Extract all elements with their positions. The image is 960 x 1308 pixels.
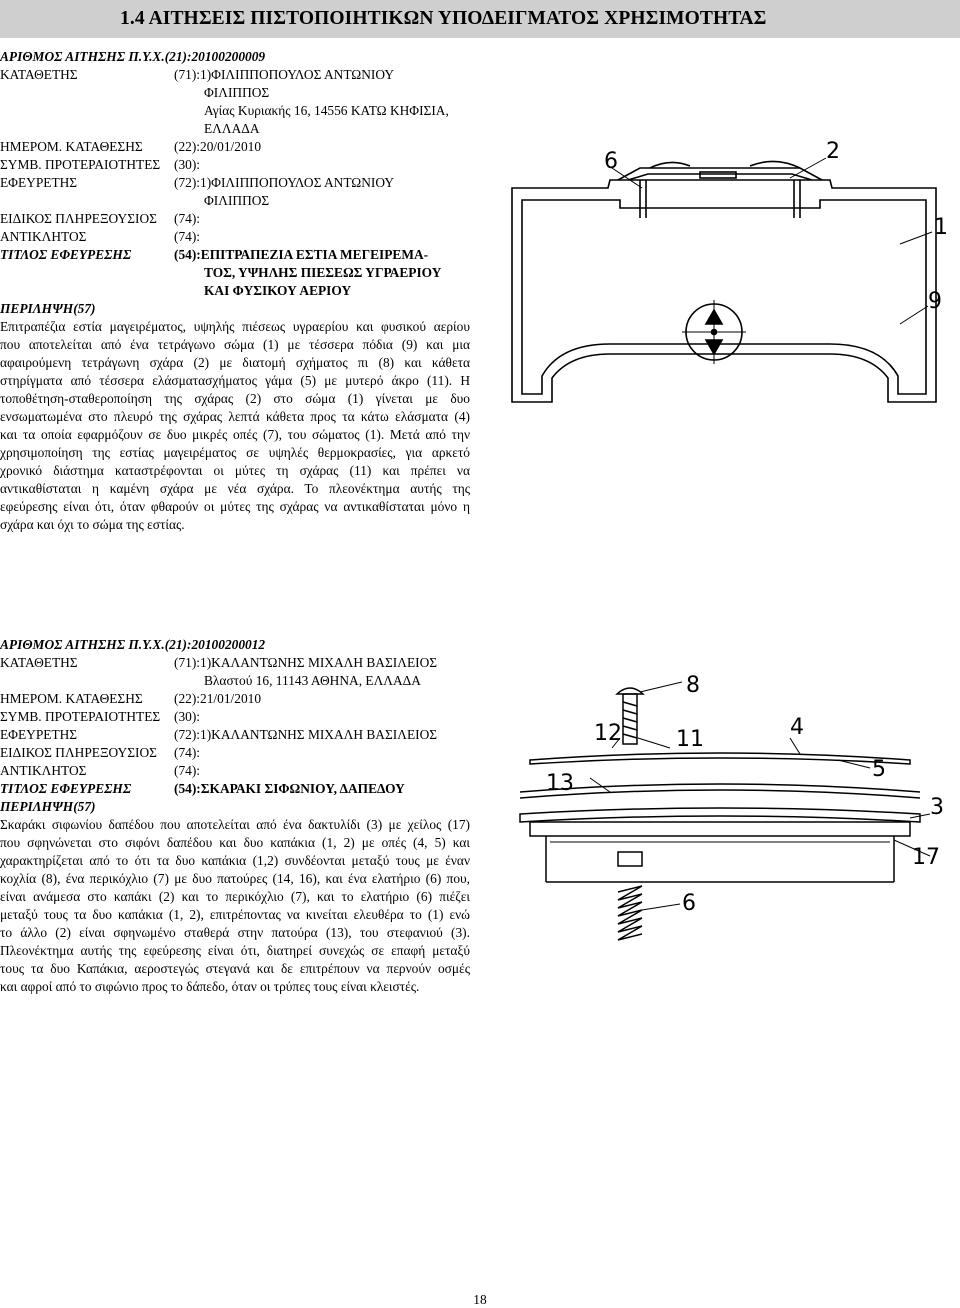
- section-title: 1.4 ΑΙΤΗΣΕΙΣ ΠΙΣΤΟΠΟΙΗΤΙΚΩΝ ΥΠΟΔΕΙΓΜΑΤΟΣ ΧΡΗΣΙΜΟΤΗΤΑΣ: [120, 8, 767, 29]
- applicant-value-2: ΦΙΛΙΠΠΟΣ: [204, 85, 270, 100]
- abstract-line: κοχλία (8), ένα περικόχλιο (7) με δυο πατούρες (14, 16), και ένα ελατήριο (6) που,: [0, 871, 470, 886]
- priority-value: (30):: [174, 709, 201, 724]
- figure-label: 12: [594, 721, 622, 746]
- figure-label: 13: [546, 771, 574, 796]
- priority-label: ΣΥΜΒ. ΠΡΟΤΕΡΑΙΟΤΗΤΕΣ: [0, 157, 161, 172]
- abstract-line: Σκαράκι σιφωνίου δαπέδου που αποτελείται από ένα δακτυλίδι (3) με χείλος (17): [0, 817, 470, 832]
- applicant-label: ΚΑΤΑΘΕΤΗΣ: [0, 655, 78, 670]
- abstract-line: εφεύρεσης είναι ότι, όταν φθαρούν οι μύτες της σχάρας να αντικαθίσταται μόνο η: [0, 499, 470, 514]
- filing-date-label: ΗΜΕΡΟΜ. ΚΑΤΑΘΕΣΗΣ: [0, 691, 143, 706]
- filing-date-value: (22):20/01/2010: [174, 139, 262, 154]
- representative-label: ΑΝΤΙΚΛΗΤΟΣ: [0, 229, 87, 244]
- figure-label: 4: [790, 715, 804, 740]
- filing-date-label: ΗΜΕΡΟΜ. ΚΑΤΑΘΕΣΗΣ: [0, 139, 143, 154]
- abstract-line: που αποτελείται από ένα τετράγωνο σώμα (1) με τέσσερα πόδια (9) και μια: [0, 337, 470, 352]
- applicant-label: ΚΑΤΑΘΕΤΗΣ: [0, 67, 78, 82]
- filing-date-value: (22):21/01/2010: [174, 691, 262, 706]
- applicant-value: (71):1)ΚΑΛΑΝΤΩΝΗΣ ΜΙΧΑΛΗ ΒΑΣΙΛΕΙΟΣ: [174, 655, 438, 670]
- abstract-line: στηρίγματα από τέσσερα ελάσματασχήματος γάμα (5) με μυτερό άκρο (11). Η: [0, 373, 470, 388]
- abstract-line: χρησιμοποίηση της εστίας μαγειρέματος σε υψηλές θερμοκρασίες, για αρκετό: [0, 445, 470, 460]
- invention-title-line-1: (54):ΕΠΙΤΡΑΠΕΖΙΑ ΕΣΤΙΑ ΜΕΓΕΙΡΕΜΑ-: [174, 247, 429, 262]
- abstract-line: ενσωματωμένα στο πλευρό της σχάρας λεπτά κάθετα προς τα κάτω ελάσματα (4): [0, 409, 470, 424]
- invention-title-line-3: ΚΑΙ ΦΥΣΙΚΟΥ ΑΕΡΙΟΥ: [204, 283, 352, 298]
- representative-value: (74):: [174, 229, 201, 244]
- priority-label: ΣΥΜΒ. ΠΡΟΤΕΡΑΙΟΤΗΤΕΣ: [0, 709, 161, 724]
- application-number: ΑΡΙΘΜΟΣ ΑΙΤΗΣΗΣ Π.Υ.Χ.(21):20100200012: [0, 637, 266, 652]
- abstract-line: αντικαθίσταται η καμένη σχάρα με νέα σχάρα. Το πλεονέκτημα αυτής της: [0, 481, 470, 496]
- abstract-line: είναι ανάμεσα στο καπάκι (2) και το περικόχλιο (7), και το ελατήριο (6) πιέζει: [0, 889, 470, 904]
- abstract-line: σχάρα και όχι το σώμα της εστίας.: [0, 517, 185, 532]
- abstract-line: αφαιρούμενη τετράγωνη σχάρα (2) με διατομή σχήματος πι (8) και κάθετα: [0, 355, 470, 370]
- abstract-line: που σφηνώνεται στο σιφόνι δαπέδου και δυο καπάκια (1, 2) με οπές (4, 5) και: [0, 835, 470, 850]
- application-number: ΑΡΙΘΜΟΣ ΑΙΤΗΣΗΣ Π.Υ.Χ.(21):20100200009: [0, 49, 266, 64]
- stove-drawing-figure: [500, 128, 960, 420]
- figure-label: 2: [826, 139, 840, 164]
- agent-label: ΕΙΔΙΚΟΣ ΠΛΗΡΕΞΟΥΣΙΟΣ: [0, 745, 157, 760]
- abstract-label: ΠΕΡΙΛΗΨΗ(57): [0, 799, 96, 814]
- representative-label: ΑΝΤΙΚΛΗΤΟΣ: [0, 763, 87, 778]
- abstract-line: τους τα δυο Καπάκια, αεροστεγώς στεγανά και δε επιτρέπουν να περνούν οσμές: [0, 961, 470, 976]
- abstract-line: το άλλο (2) είναι σφηνωμένο σταθερά στην πατούρα (13), του στεφανιού (3).: [0, 925, 470, 940]
- inventor-value: (72):1)ΚΑΛΑΝΤΩΝΗΣ ΜΙΧΑΛΗ ΒΑΣΙΛΕΙΟΣ: [174, 727, 438, 742]
- figure-label: 17: [912, 845, 940, 870]
- figure-label: 1: [934, 215, 948, 240]
- abstract-line: χαρακτηρίζεται από το ότι τα δυο καπάκια (1,2) συνδέονται μεταξύ τους με έναν: [0, 853, 470, 868]
- figure-label: 9: [928, 289, 942, 314]
- abstract-line: και αφροί από το σιφώνιο προς το δάπεδο, όταν οι τρύπες τους είναι κλειστές.: [0, 979, 420, 994]
- inventor-label: ΕΦΕΥΡΕΤΗΣ: [0, 175, 78, 190]
- agent-value: (74):: [174, 745, 201, 760]
- invention-title-label: ΤΙΤΛΟΣ ΕΦΕΥΡΕΣΗΣ: [0, 247, 132, 262]
- applicant-address-1: Βλαστού 16, 11143 ΑΘΗΝΑ, ΕΛΛΑΔΑ: [204, 673, 421, 688]
- inventor-value-2: ΦΙΛΙΠΠΟΣ: [204, 193, 270, 208]
- abstract-line: χρονικό διάστημα καταστρέφονται οι μύτες τη σχάρας (11) και πρέπει να: [0, 463, 470, 478]
- figure-label: 8: [686, 673, 700, 698]
- invention-title: (54):ΣΚΑΡΑΚΙ ΣΙΦΩΝΙΟΥ, ΔΑΠΕΔΟΥ: [174, 781, 405, 796]
- invention-title-line-2: ΤΟΣ, ΥΨΗΛΗΣ ΠΙΕΣΕΩΣ ΥΓΡΑΕΡΙΟΥ: [204, 265, 442, 280]
- agent-label: ΕΙΔΙΚΟΣ ΠΛΗΡΕΞΟΥΣΙΟΣ: [0, 211, 157, 226]
- figure-label: 6: [604, 149, 618, 174]
- invention-title-label: ΤΙΤΛΟΣ ΕΦΕΥΡΕΣΗΣ: [0, 781, 132, 796]
- figure-label: 6: [682, 891, 696, 916]
- representative-value: (74):: [174, 763, 201, 778]
- figure-label: 3: [930, 795, 944, 820]
- priority-value: (30):: [174, 157, 201, 172]
- drain-grate-drawing-figure: [490, 664, 960, 964]
- agent-value: (74):: [174, 211, 201, 226]
- page-number: 18: [473, 1292, 487, 1307]
- abstract-line: τοποθέτηση-σταθεροποίηση της σχάρας (2) στο σώμα (1) γίνεται με δυο: [0, 391, 470, 406]
- figure-label: 5: [872, 757, 886, 782]
- figure-label: 11: [676, 727, 704, 752]
- inventor-value: (72):1)ΦΙΛΙΠΠΟΠΟΥΛΟΣ ΑΝΤΩΝΙΟΥ: [174, 175, 395, 190]
- inventor-label: ΕΦΕΥΡΕΤΗΣ: [0, 727, 78, 742]
- abstract-label: ΠΕΡΙΛΗΨΗ(57): [0, 301, 96, 316]
- abstract-line: και τα οποία εφαρμόζουν σε δυο μικρές οπές (7), του σώματος (1). Μετά από την: [0, 427, 470, 442]
- abstract-line: Επιτραπέζια εστία μαγειρέματος, υψηλής πιέσεως υγραερίου και φυσικού αερίου: [0, 319, 470, 334]
- abstract-line: μεταξύ τους τα δυο καπάκια (1, 2), επιτρέποντας να κινείται ελευθέρα το (1) ενώ: [0, 907, 470, 922]
- abstract-line: Πλεονέκτημα αυτής της εφεύρεσης είναι ότι, διατηρεί συνεχώς σε επαφή μεταξύ: [0, 943, 470, 958]
- applicant-value: (71):1)ΦΙΛΙΠΠΟΠΟΥΛΟΣ ΑΝΤΩΝΙΟΥ: [174, 67, 395, 82]
- applicant-address-1: Αγίας Κυριακής 16, 14556 ΚΑΤΩ ΚΗΦΙΣΙΑ,: [204, 103, 449, 118]
- applicant-address-2: ΕΛΛΑΔΑ: [204, 121, 260, 136]
